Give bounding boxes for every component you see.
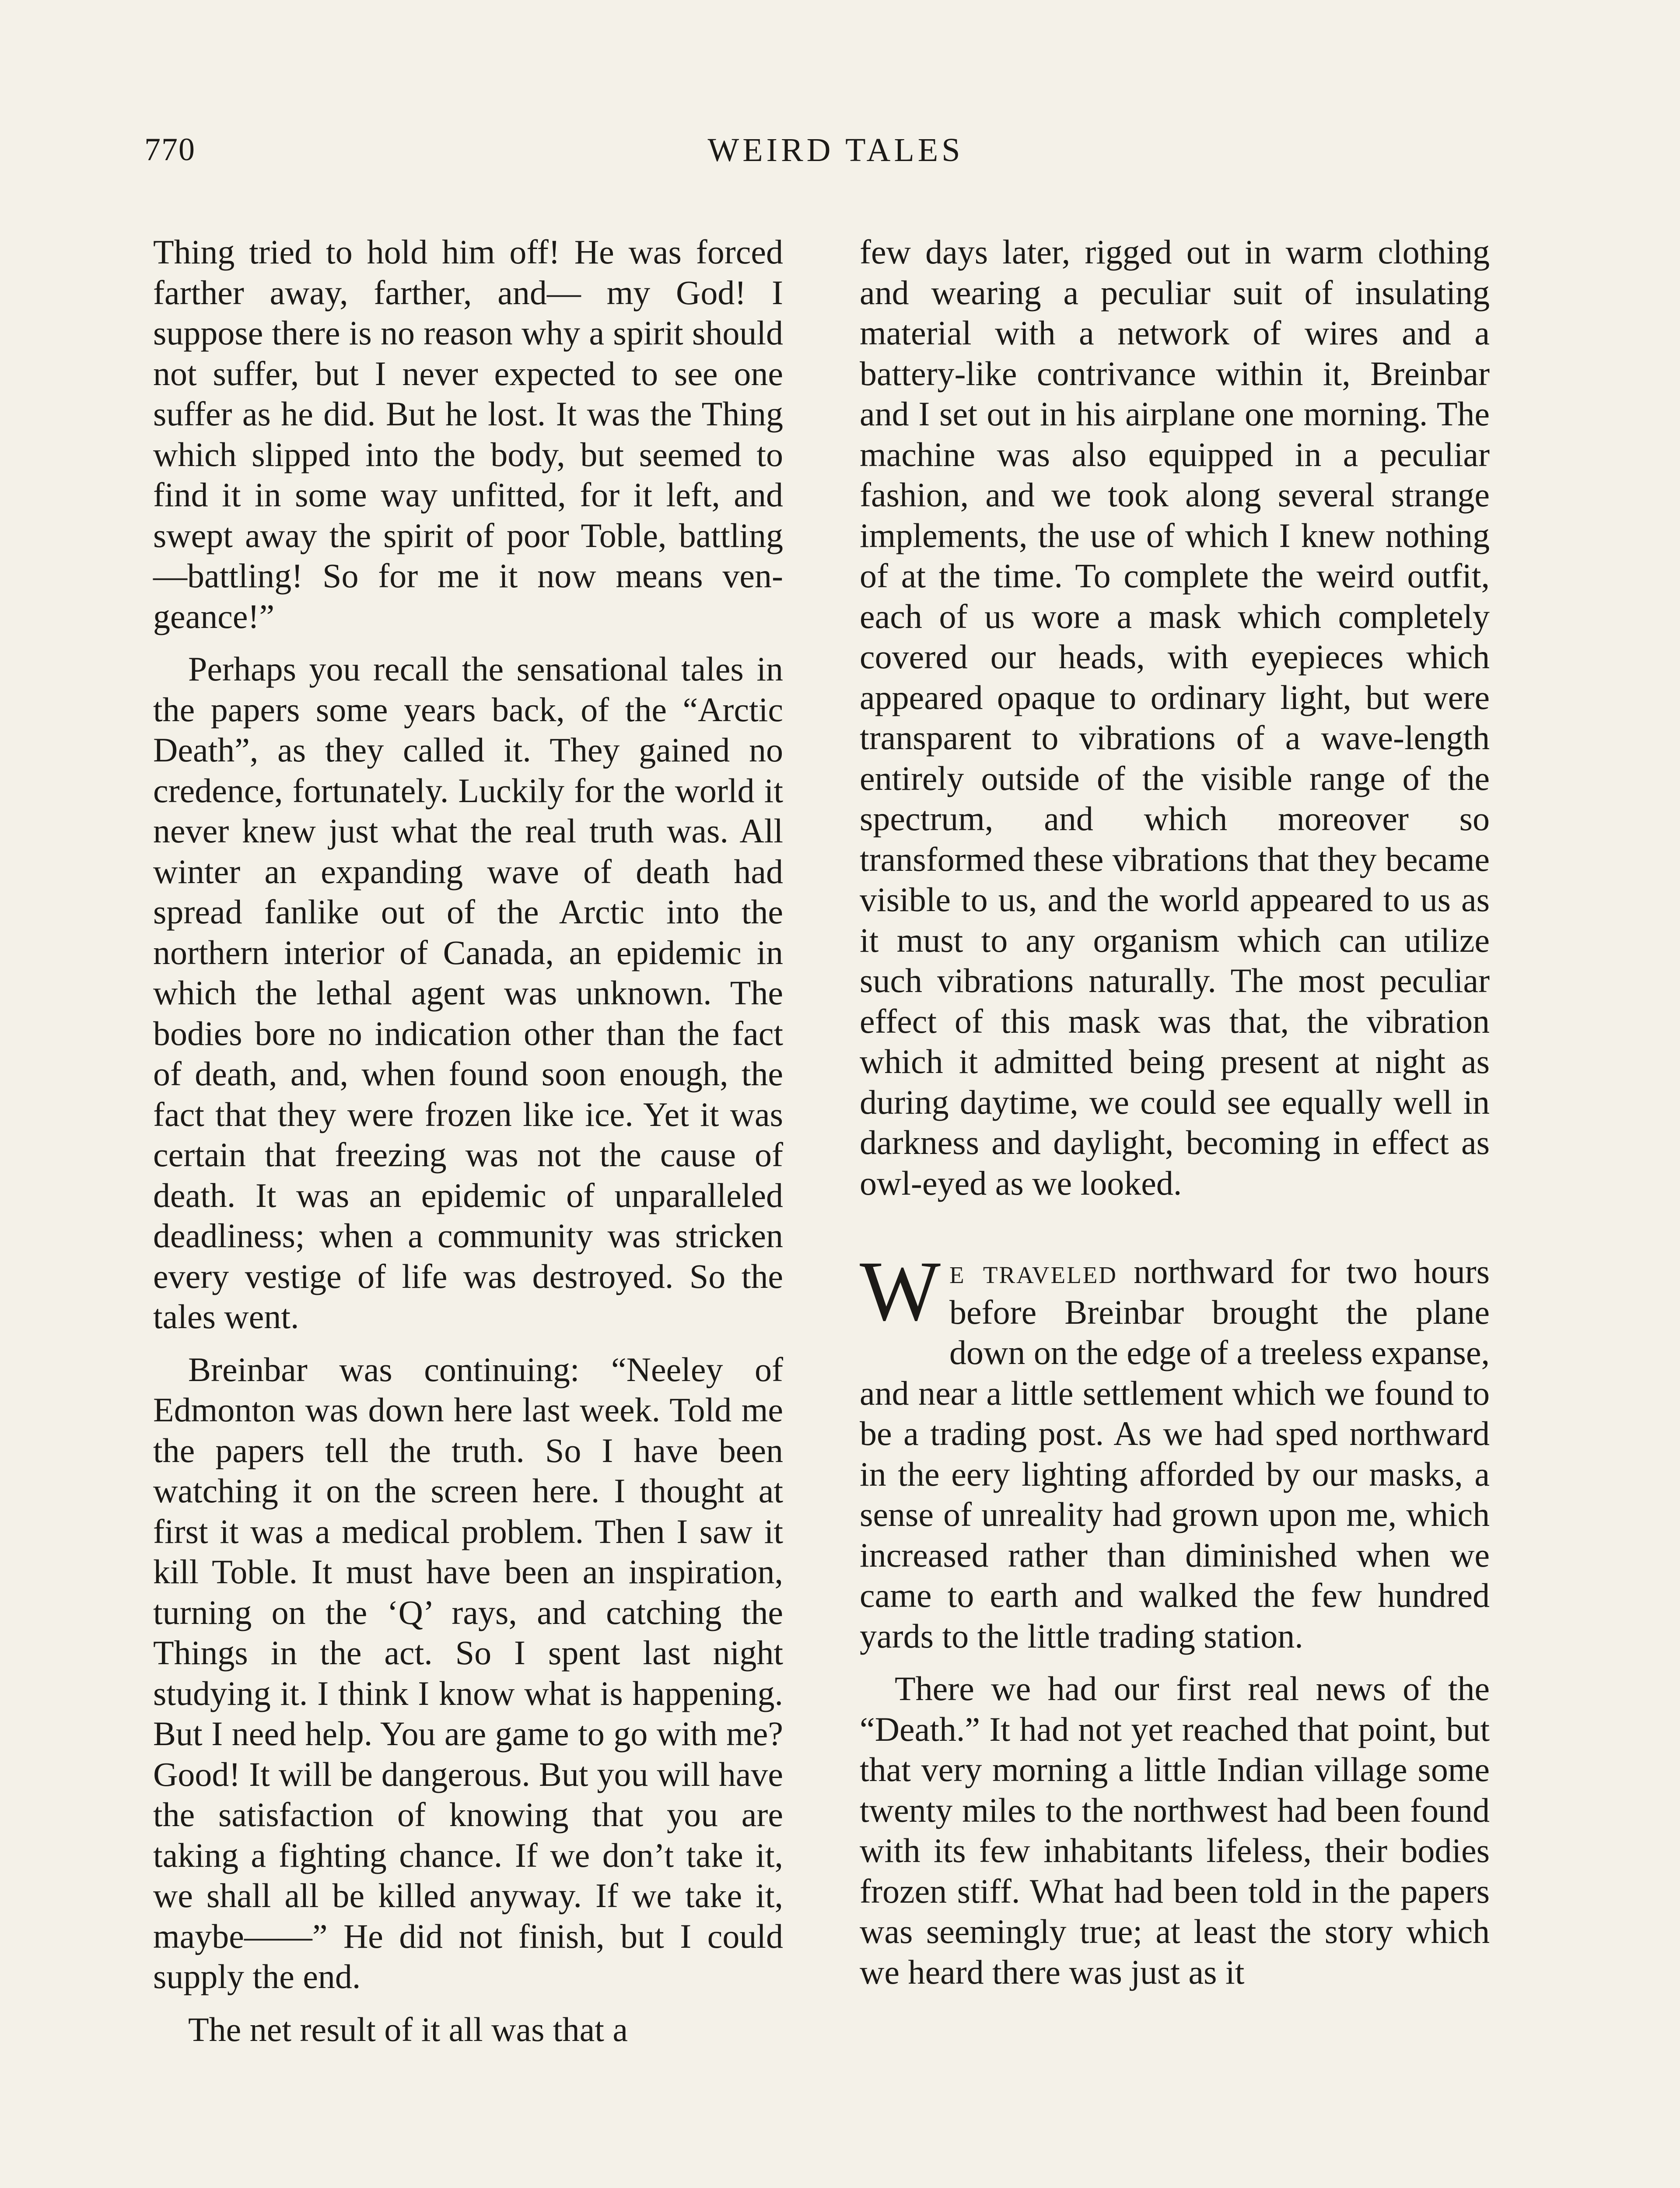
left-column — [153, 232, 783, 2050]
page-header — [144, 131, 1527, 184]
drop-cap-letter: W — [860, 1244, 941, 1339]
section-opening-text: northward for two hours before Breinbar brought the plane down on the edge of a treeless expanse, and near a little settlement which we found to be a trading post. As we had sped northward in the eery lighting afforded by our masks, a sense of unreality had grown upon me, which increased rather than diminished when we came to earth and walked the few hundred yards to the little trading station. — [860, 1252, 1490, 1655]
right-column — [860, 232, 1490, 1992]
right-paragraph-1: few days later, rigged out in warm clothing and wearing a peculiar suit of insulating material with a network of wires and a battery-like contrivance within it, Breinbar and I set out in his airplane one morning. The machine was also equipped in a peculiar fashion, and we took along several strange implements, the use of which I knew nothing of at the time. To complete the weird outfit, each of us wore a mask which completely covered our heads, with eyepieces which appeared opaque to ordinary light, but were transparent to vibrations of a wave-length entirely outside of the visible range of the spectrum, and which moreover so transformed these vibrations that they became visible to us, and the world appeared to us as it must to any organism which can utilize such vibrations naturally. The most peculiar effect of this mask was that, the vibration which it admitted being present at night as during daytime, we could see equally well in darkness and daylight, becoming in effect as owl-eyed as we looked. — [860, 233, 1490, 1202]
running-title: WEIRD TALES — [707, 132, 964, 168]
left-paragraph-1: Thing tried to hold him off! He was forced farther away, farther, and— my God! I suppose there is no reason why a spirit should not suffer, but I never expected to see one suffer as he did. But he lost. It was the Thing which slipped into the body, but seemed to find it in some way unfitted, for it left, and swept away the spirit of poor Toble, battling—battling! So for me it now means vengeance!” — [153, 233, 783, 635]
left-paragraph-2: Perhaps you recall the sensational tales in the papers some years back, of the “Arctic Death”, as they called it. They gained no credence, fortunately. Luckily for the world it never knew just what the real truth was. All winter an expanding wave of death had spread fanlike out of the Arctic into the northern interior of Canada, an epidemic in which the lethal agent was unknown. The bodies bore no indication other than the fact of death, and, when found soon enough, the fact that they were frozen like ice. Yet it was certain that freezing was not the cause of death. It was an epidemic of unparalleled deadliness; when a community was stricken every vestige of life was destroyed. So the tales went. — [153, 650, 783, 1336]
left-paragraph-3: Breinbar was continuing: “Neeley of Edmonton was down here last week. Told me the papers tell the truth. So I have been watching it on the screen here. I thought at first it was a medical problem. Then I saw it kill Toble. It must have been an inspiration, turning on the ‘Q’ rays, and catching the Things in the act. So I spent last night studying it. I think I know what is happening. But I need help. You are game to go with me? Good! It will be dangerous. But you will have the satisfaction of knowing that you are taking a fighting chance. If we don’t take it, we shall all be killed anyway. If we take it, maybe——” He did not finish, but I could supply the end. — [153, 1350, 783, 1995]
left-paragraph-4: The net result of it all was that a — [188, 2010, 628, 2048]
section-opening-smallcaps: e traveled — [949, 1252, 1118, 1290]
right-paragraph-2 — [860, 1244, 1490, 1656]
right-paragraph-3: There we had our first real news of the “Death.” It had not yet reached that point, but that very morning a little Indian village some twenty miles to the northwest had been found with its few inhabitants lifeless, their bodies frozen stiff. What had been told in the papers was seemingly true; at least the story which we heard there was just as it — [860, 1669, 1490, 1991]
page-number: 770 — [144, 132, 196, 168]
